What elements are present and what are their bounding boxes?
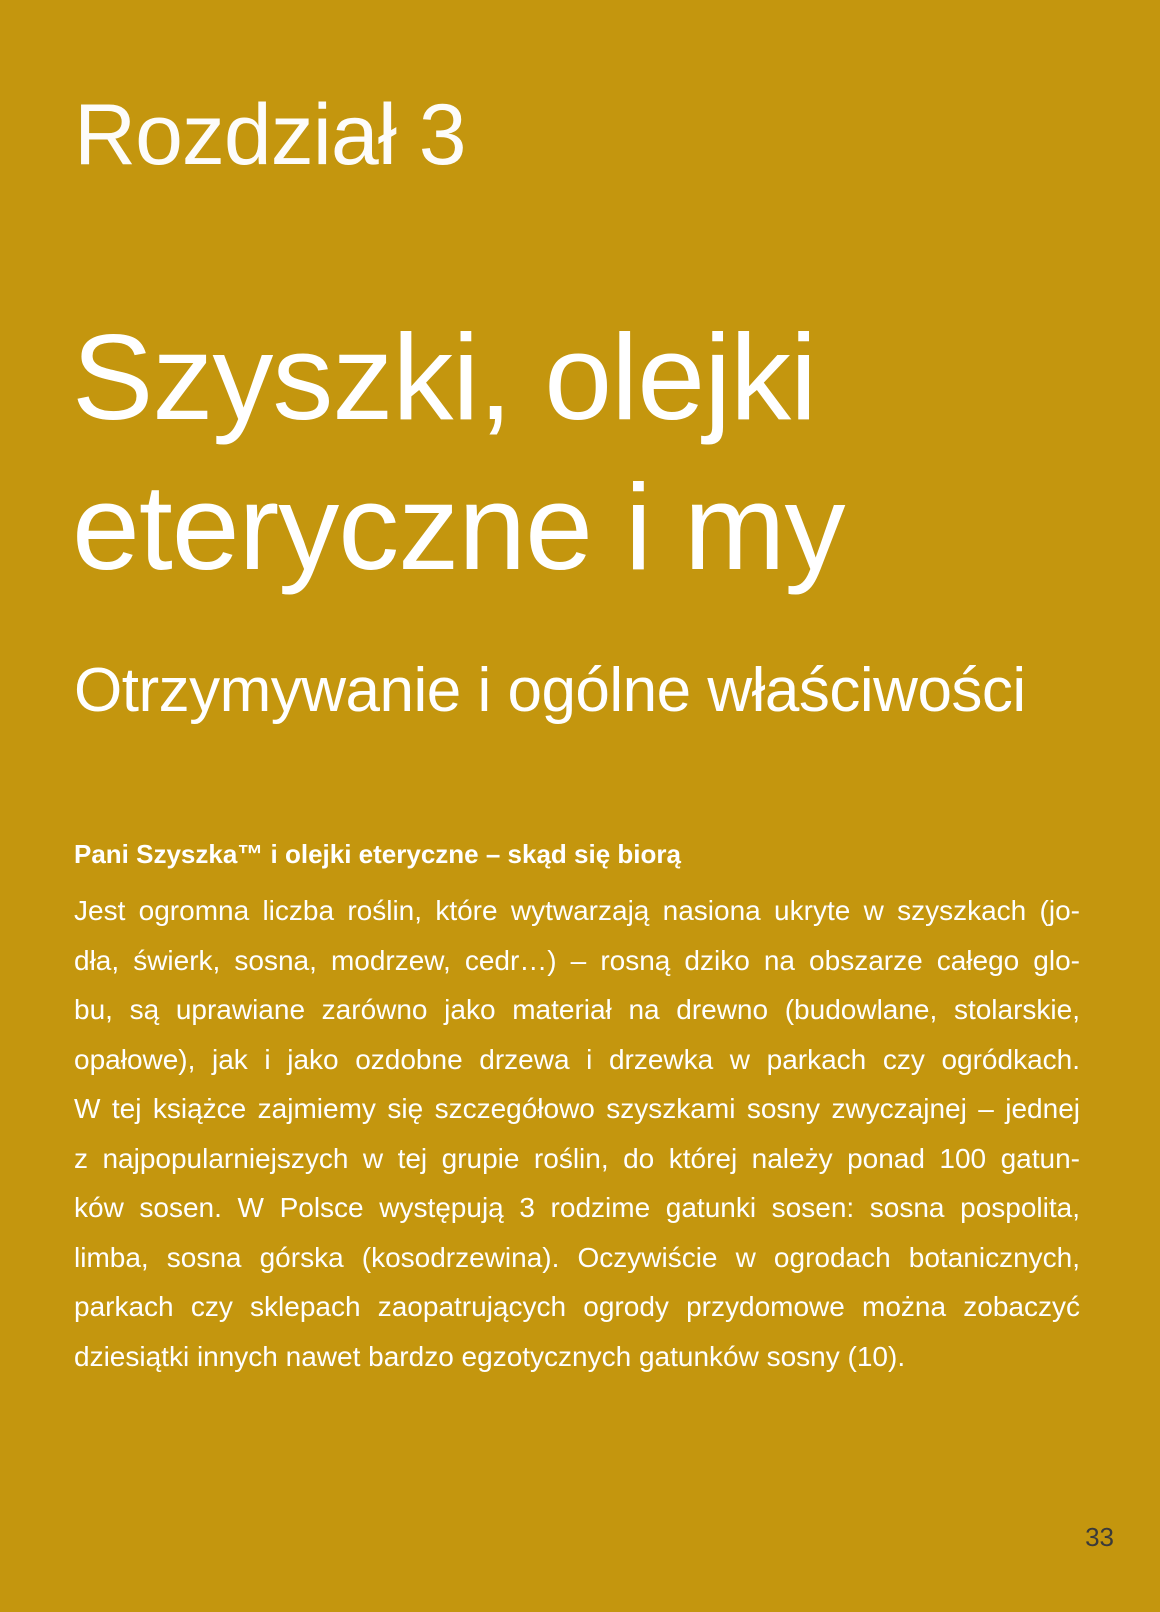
chapter-title	[72, 302, 1072, 602]
body-line: bu, są uprawiane zarówno jako materiał na drewno (budowlane, stolarskie,	[74, 994, 1080, 1025]
body-line: opałowe), jak i jako ozdobne drzewa i drzewka w parkach czy ogródkach.	[74, 1043, 1080, 1075]
body-line: W tej książce zajmiemy się szczegółowo szyszkami sosny zwyczajnej – jednej	[74, 1093, 1080, 1124]
chapter-title-line-2: eteryczne i my	[72, 459, 845, 595]
body-paragraph	[74, 886, 1080, 1381]
text-section	[74, 836, 1080, 1381]
body-line: parkach czy sklepach zaopatrujących ogrody przydomowe można zobaczyć	[74, 1291, 1080, 1322]
page-number: 33	[1085, 1522, 1114, 1552]
body-line: dziesiątki innych nawet bardzo egzotycznych gatunków sosny (10).	[74, 1340, 906, 1372]
section-heading: Pani Szyszka™ i olejki eteryczne – skąd się biorą	[74, 839, 681, 869]
body-line: z najpopularniejszych w tej grupie roślin, do której należy ponad 100 gatun-	[74, 1142, 1080, 1174]
body-line: ków sosen. W Polsce występują 3 rodzime gatunki sosen: sosna pospolita,	[74, 1192, 1080, 1223]
chapter-subtitle: Otrzymywanie i ogólne właściwości	[74, 656, 1026, 725]
chapter-title-line-1: Szyszki, olejki	[72, 309, 817, 445]
body-line: Jest ogromna liczba roślin, które wytwarzają nasiona ukryte w szyszkach (jo-	[74, 895, 1080, 926]
chapter-label: Rozdział 3	[74, 87, 466, 183]
body-line: dła, świerk, sosna, modrzew, cedr…) – rosną dziko na obszarze całego glo-	[74, 944, 1080, 976]
body-line: limba, sosna górska (kosodrzewina). Oczywiście w ogrodach botanicznych,	[74, 1241, 1080, 1273]
